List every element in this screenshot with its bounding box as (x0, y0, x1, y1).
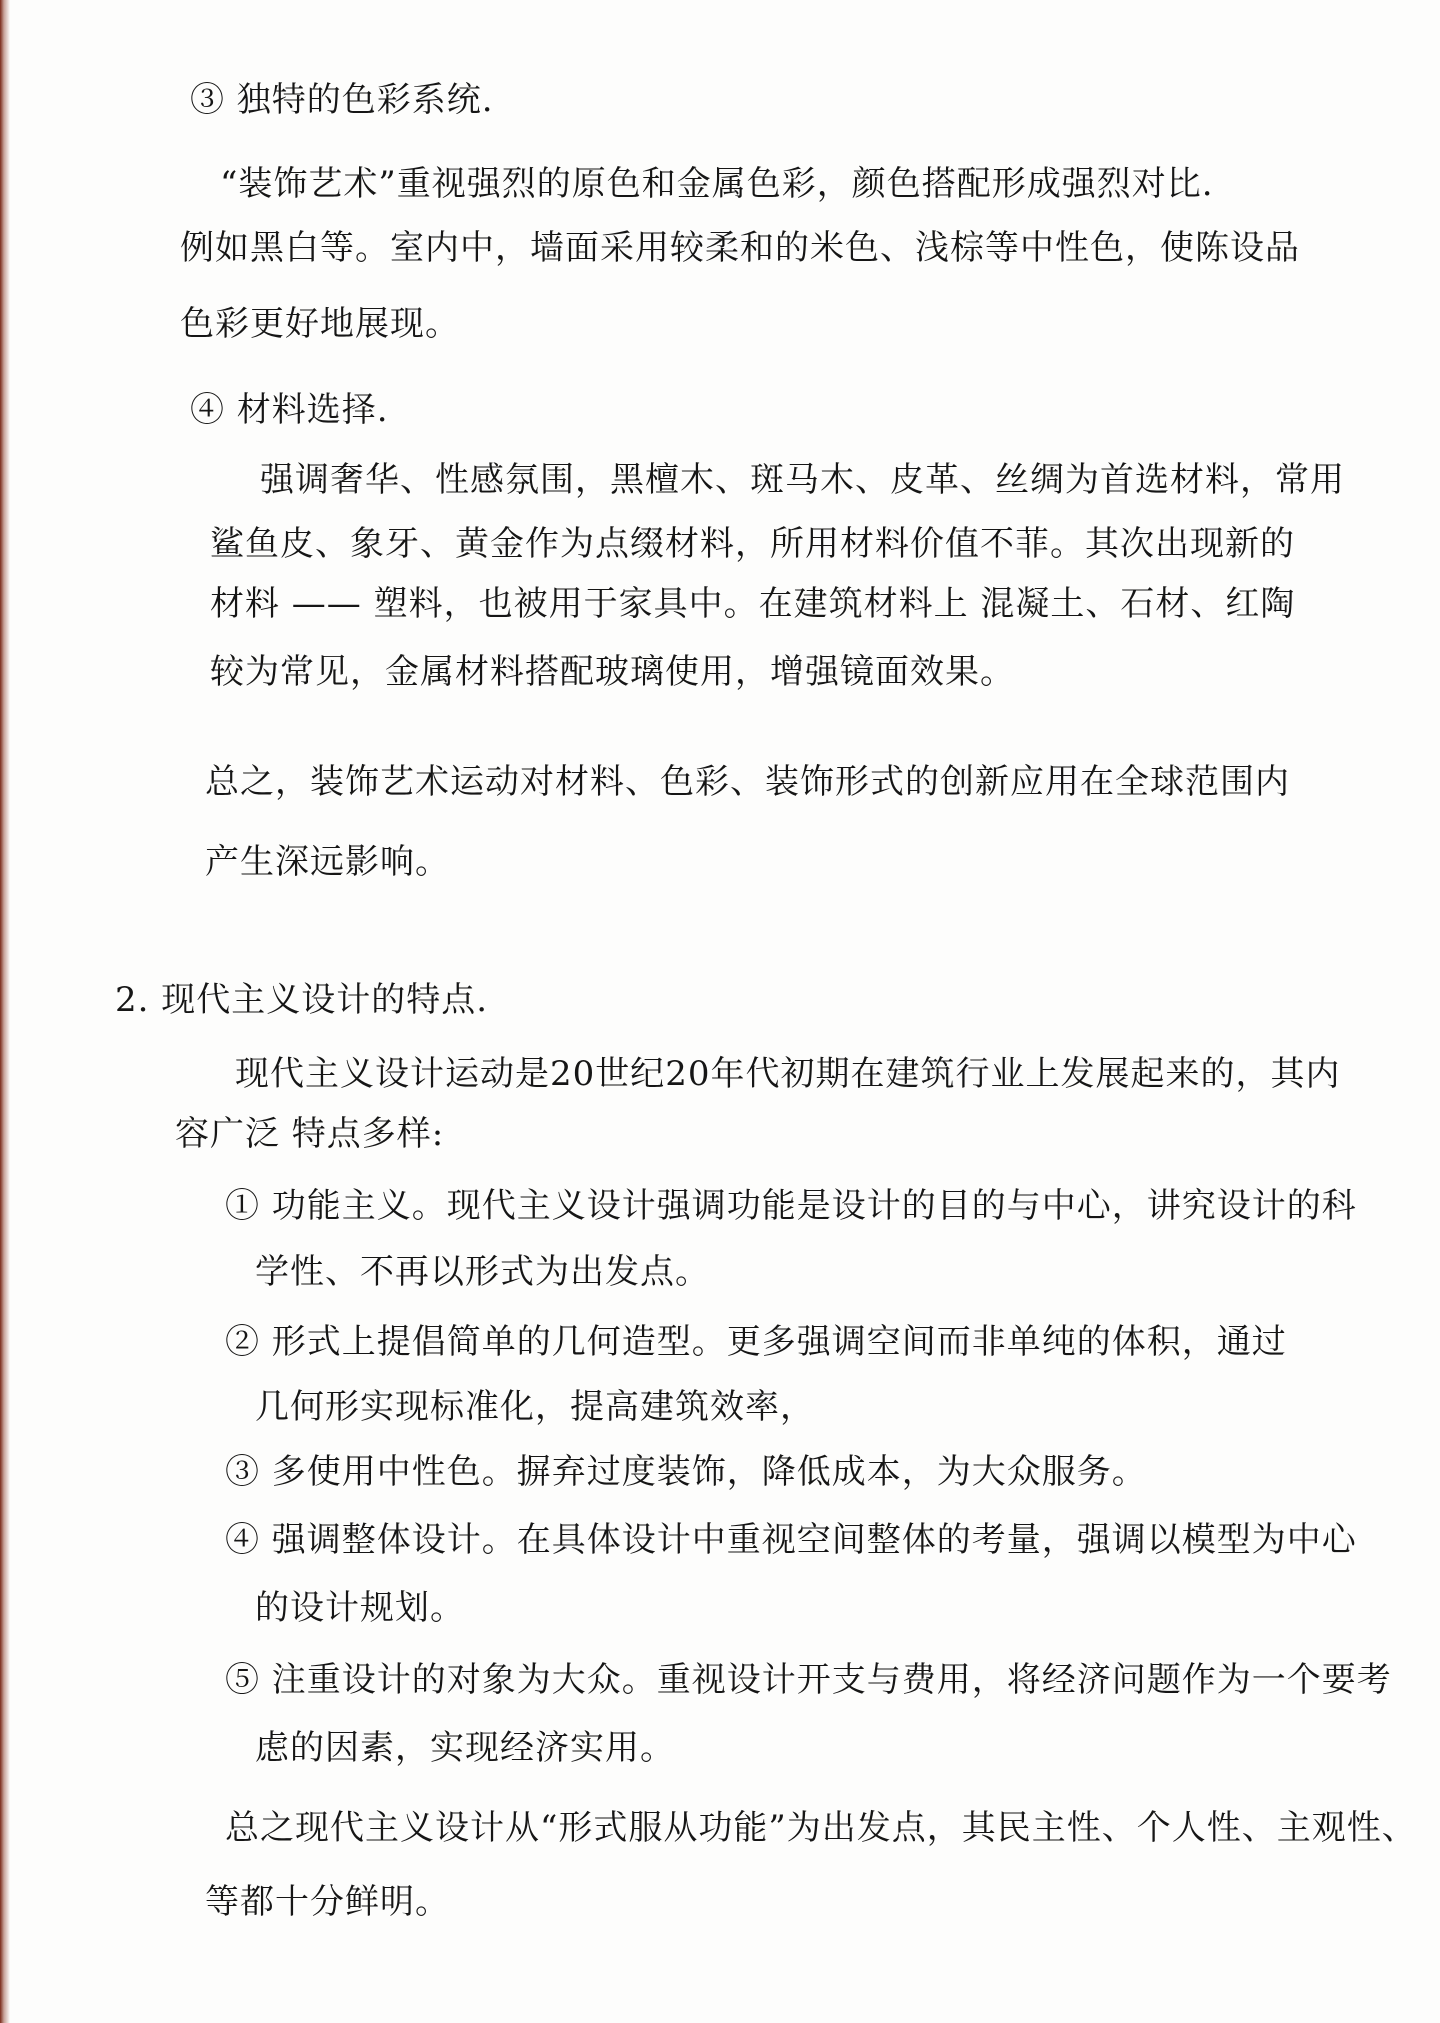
point-1-line: 学性、不再以形式为出发点。 (255, 1252, 710, 1292)
summary-line: 总之现代主义设计从“形式服从功能”为出发点，其民主性、个人性、主观性、 (225, 1808, 1417, 1848)
paragraph-line: 例如黑白等。室内中，墙面采用较柔和的米色、浅棕等中性色，使陈设品 (180, 228, 1300, 268)
paragraph-line: 鲨鱼皮、象牙、黄金作为点缀材料，所用材料价值不菲。其次出现新的 (210, 524, 1295, 564)
point-2-line: 几何形实现标准化，提高建筑效率， (255, 1387, 815, 1427)
point-2-line: ② 形式上提倡简单的几何造型。更多强调空间而非单纯的体积，通过 (225, 1322, 1287, 1362)
point-5-line: 虑的因素，实现经济实用。 (255, 1728, 675, 1768)
paragraph-line: 强调奢华、性感氛围，黑檀木、斑马木、皮革、丝绸为首选材料，常用 (260, 460, 1345, 500)
summary-line: 总之，装饰艺术运动对材料、色彩、装饰形式的创新应用在全球范围内 (205, 762, 1290, 802)
heading-color-system: ③ 独特的色彩系统. (190, 80, 494, 120)
point-4-line: 的设计规划。 (255, 1588, 465, 1628)
intro-line: 现代主义设计运动是20世纪20年代初期在建筑行业上发展起来的，其内 (235, 1054, 1341, 1094)
point-5-line: ⑤ 注重设计的对象为大众。重视设计开支与费用，将经济问题作为一个要考 (225, 1660, 1392, 1700)
paragraph-line: 较为常见，金属材料搭配玻璃使用，增强镜面效果。 (210, 652, 1015, 692)
summary-line: 产生深远影响。 (205, 842, 450, 882)
section-title-modernism: 2. 现代主义设计的特点. (115, 980, 489, 1020)
point-3-line: ③ 多使用中性色。摒弃过度装饰，降低成本，为大众服务。 (225, 1452, 1147, 1492)
intro-line: 容广泛 特点多样: (175, 1114, 445, 1154)
page-edge-shadow (0, 0, 10, 2023)
paragraph-line: 色彩更好地展现。 (180, 304, 460, 344)
heading-material-selection: ④ 材料选择. (190, 390, 389, 430)
paragraph-line: 材料 —— 塑料，也被用于家具中。在建筑材料上 混凝土、石材、红陶 (210, 584, 1296, 624)
point-1-line: ① 功能主义。现代主义设计强调功能是设计的目的与中心，讲究设计的科 (225, 1186, 1357, 1226)
point-4-line: ④ 强调整体设计。在具体设计中重视空间整体的考量，强调以模型为中心 (225, 1520, 1357, 1560)
paragraph-line: “装饰艺术”重视强烈的原色和金属色彩，颜色搭配形成强烈对比. (220, 164, 1214, 204)
summary-line: 等都十分鲜明。 (205, 1882, 450, 1922)
